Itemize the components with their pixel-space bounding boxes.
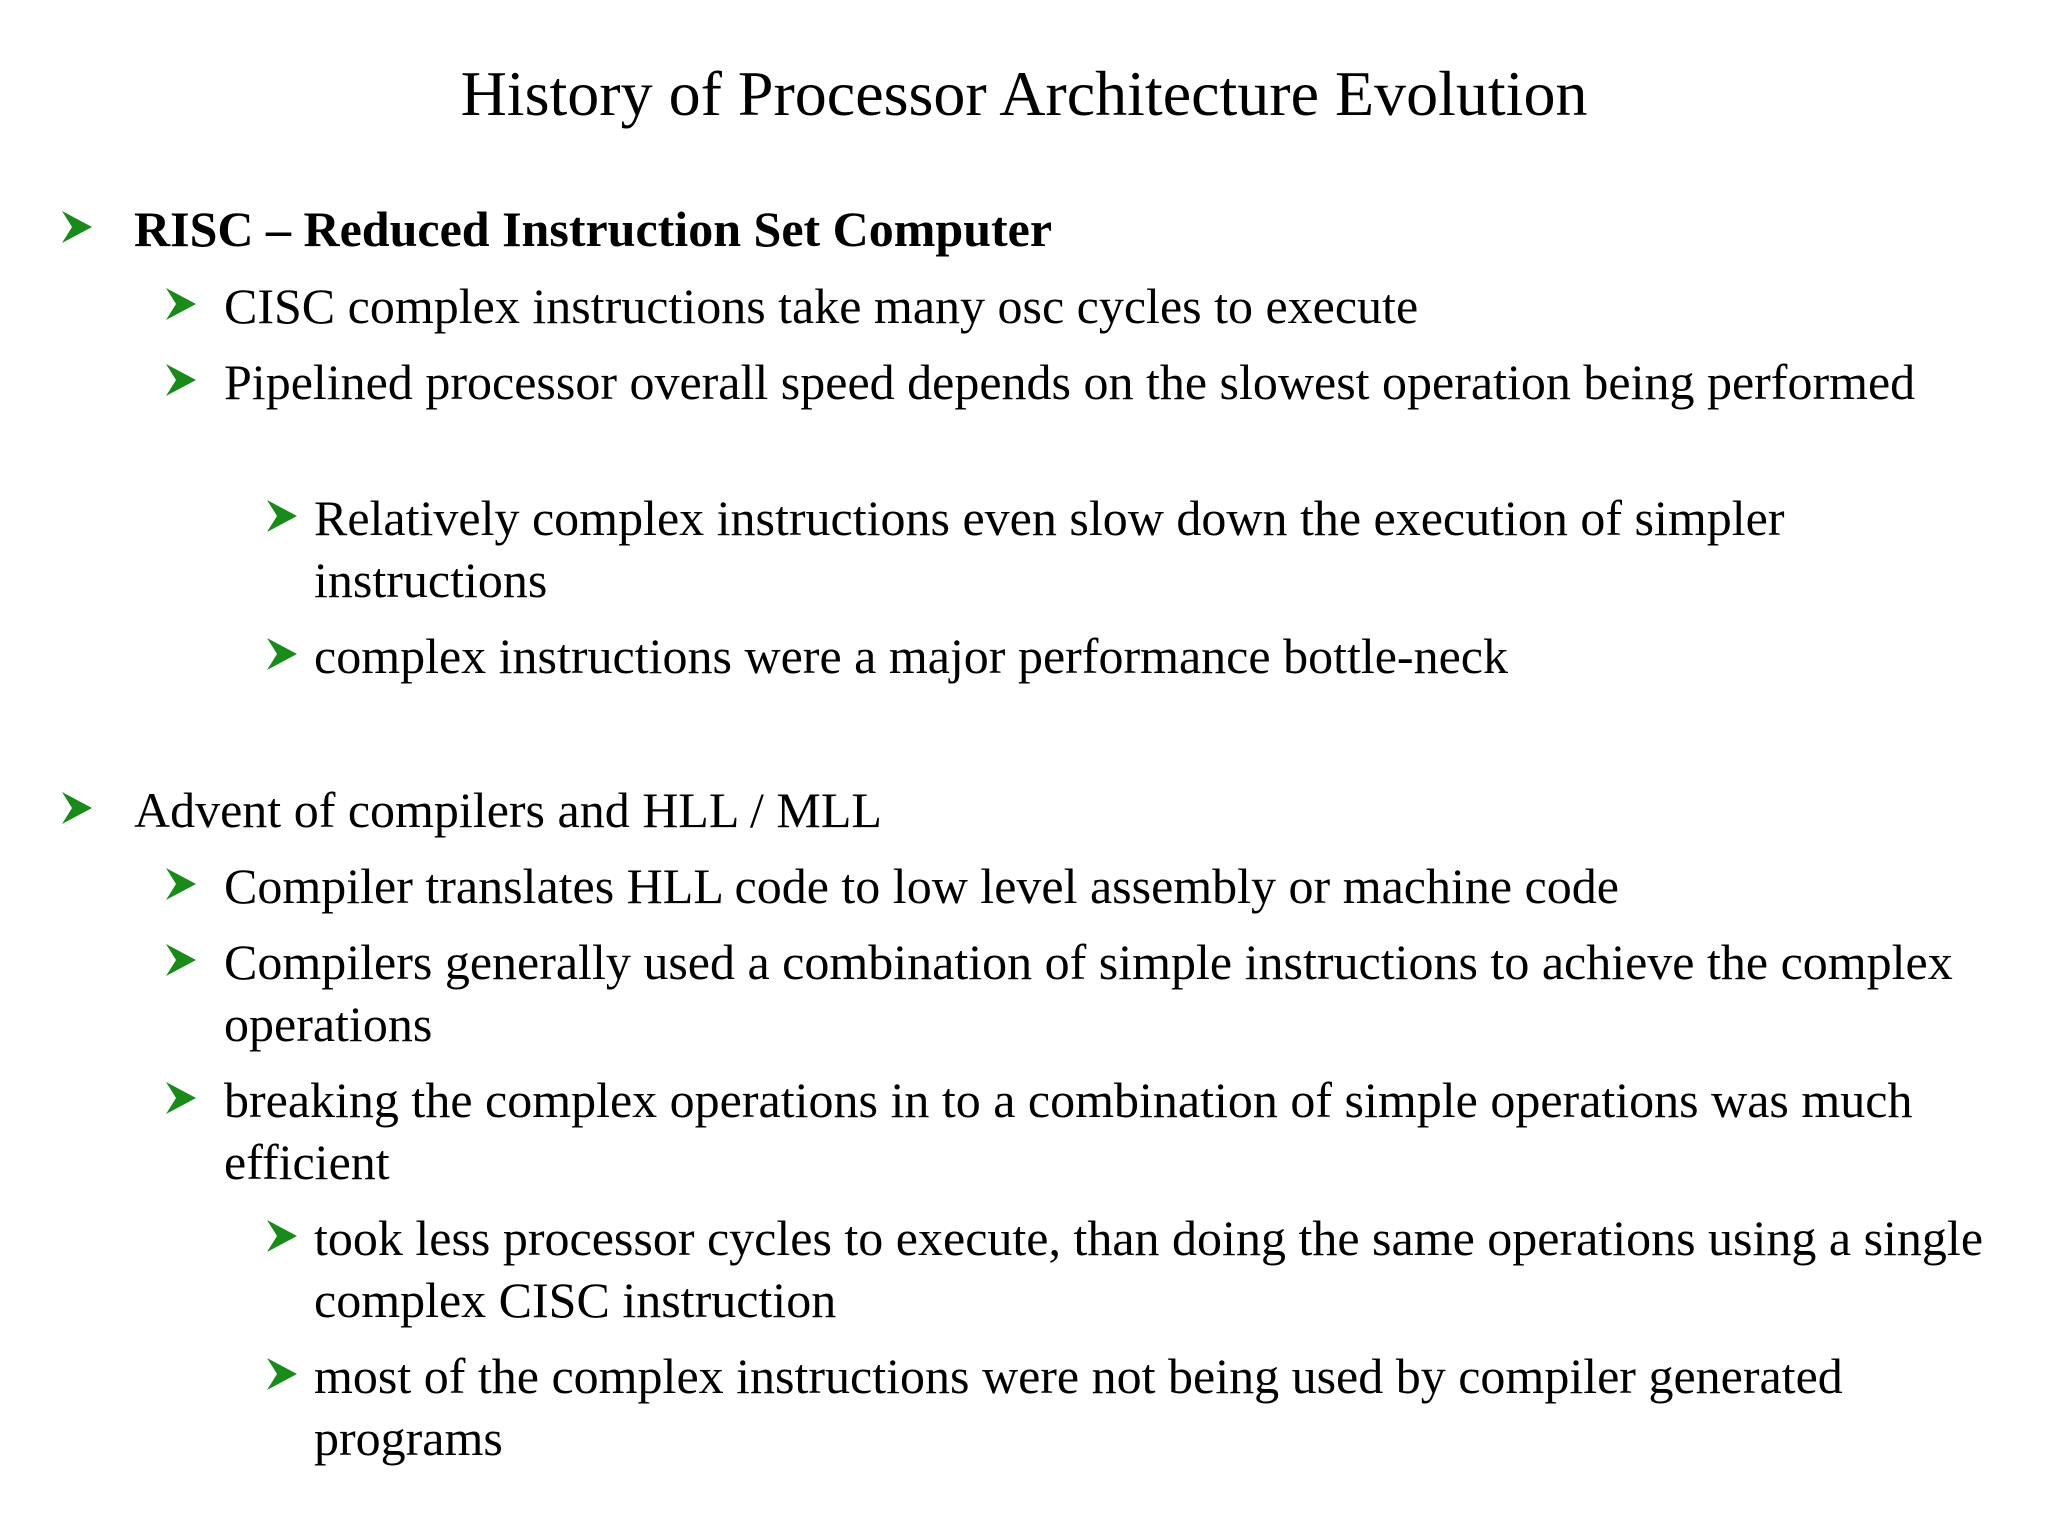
list-item: breaking the complex operations in to a combination of simple operations was much efficient bbox=[224, 1072, 1913, 1190]
list-item: Relatively complex instructions even slow down the execution of simpler instructions bbox=[314, 490, 1785, 608]
list-item: Compiler translates HLL code to low level assembly or machine code bbox=[224, 858, 1619, 914]
section-heading-risc: RISC – Reduced Instruction Set Computer bbox=[134, 201, 1053, 257]
section-heading-compilers: Advent of compilers and HLL / MLL bbox=[134, 782, 882, 838]
list-item: took less processor cycles to execute, than doing the same operations using a single complex CISC instruction bbox=[314, 1210, 1984, 1328]
list-item: Pipelined processor overall speed depends on the slowest operation being performed bbox=[224, 354, 1916, 410]
slide-title: History of Processor Architecture Evolution bbox=[460, 58, 1588, 129]
list-item: complex instructions were a major performance bottle-neck bbox=[314, 628, 1508, 684]
list-item: most of the complex instructions were not being used by compiler generated programs bbox=[314, 1348, 1843, 1466]
list-item: CISC complex instructions take many osc cycles to execute bbox=[224, 278, 1419, 334]
list-item: Compilers generally used a combination of simple instructions to achieve the complex operations bbox=[224, 934, 1953, 1052]
